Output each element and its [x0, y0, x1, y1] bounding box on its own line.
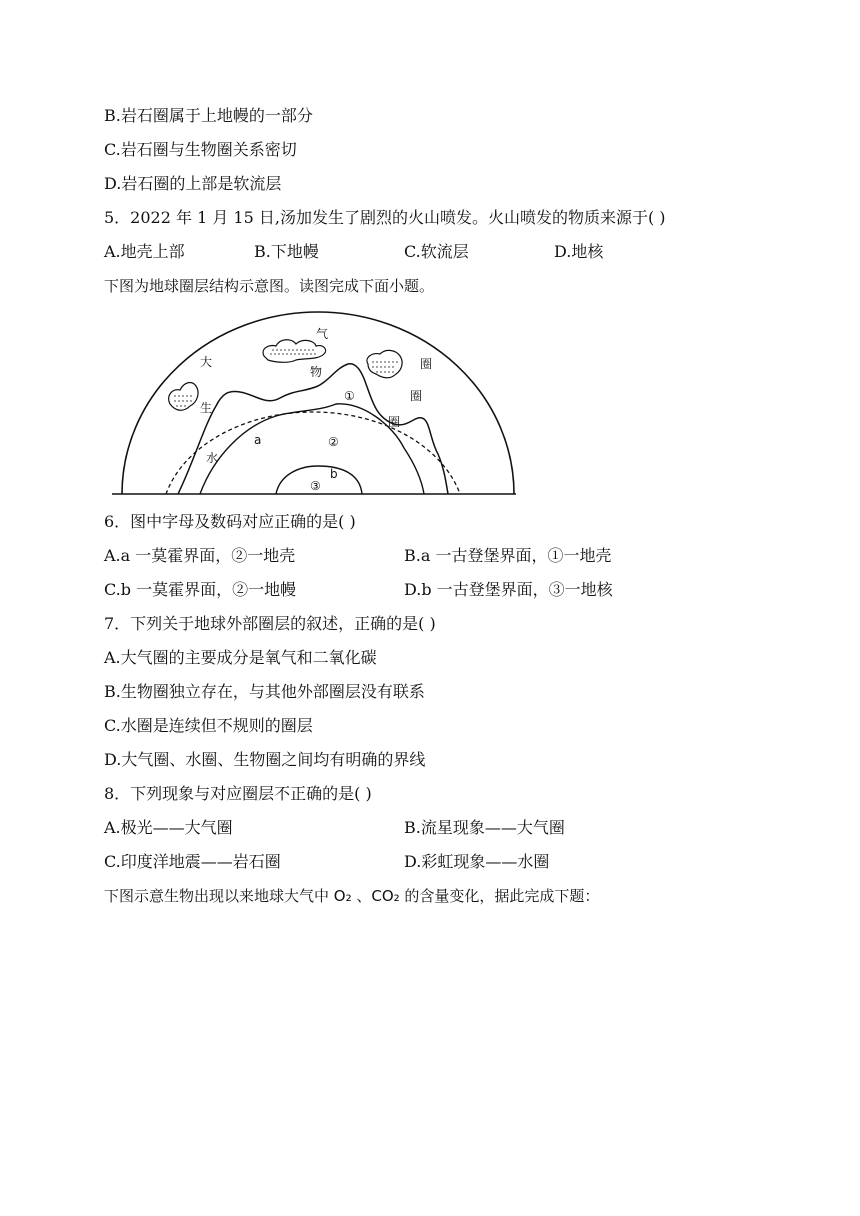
q8-option-b: B.流星现象——大气圈	[404, 818, 565, 837]
crust-surface	[178, 364, 448, 494]
label-quan-1: 圈	[420, 357, 433, 371]
q5-option-a: A.地壳上部	[104, 242, 185, 261]
q5-option-c: C.软流层	[404, 242, 469, 261]
q4-option-d: D.岩石圈的上部是软流层	[104, 174, 282, 193]
label-number-1: ①	[344, 389, 355, 403]
q7-option-d: D.大气圈、水圈、生物圈之间均有明确的界线	[104, 750, 426, 769]
label-wu: 物	[310, 365, 323, 379]
q4-option-c: C.岩石圈与生物圈关系密切	[104, 140, 297, 159]
label-qi: 气	[316, 327, 329, 341]
q8-option-c: C.印度洋地震——岩石圈	[104, 852, 281, 871]
label-quan-3: 圈	[388, 415, 401, 429]
q7-stem: 7．下列关于地球外部圈层的叙述，正确的是( )	[104, 614, 436, 633]
q5-option-b: B.下地幔	[254, 242, 319, 261]
earth-spheres-diagram	[104, 306, 524, 502]
q6-option-b: B.a 一古登堡界面，①一地壳	[404, 546, 612, 565]
label-quan-2: 圈	[410, 389, 423, 403]
cloud-top	[263, 340, 325, 363]
q8-option-a: A.极光——大气圈	[104, 818, 233, 837]
q6-option-a: A.a 一莫霍界面，②一地壳	[104, 546, 296, 565]
q8-option-d: D.彩虹现象——水圈	[404, 852, 550, 871]
q4-option-b: B.岩石圈属于上地幔的一部分	[104, 106, 313, 125]
label-number-3: ③	[310, 479, 321, 493]
label-da: 大	[200, 355, 213, 369]
label-b: b	[330, 467, 338, 481]
q7-option-b: B.生物圈独立存在，与其他外部圈层没有联系	[104, 682, 425, 701]
label-sheng: 生	[200, 401, 213, 415]
cloud-right	[367, 350, 402, 377]
label-a: a	[254, 433, 262, 447]
q7-option-c: C.水圈是连续但不规则的圈层	[104, 716, 313, 735]
next-figure-intro: 下图示意生物出现以来地球大气中 O₂ 、CO₂ 的含量变化，据此完成下题：	[104, 887, 600, 905]
label-number-2: ②	[328, 435, 339, 449]
q7-option-a: A.大气圈的主要成分是氧气和二氧化碳	[104, 648, 377, 667]
q6-stem: 6．图中字母及数码对应正确的是( )	[104, 512, 356, 531]
q5-option-d: D.地核	[554, 242, 604, 261]
q8-stem: 8．下列现象与对应圈层不正确的是( )	[104, 784, 372, 803]
q5-stem: 5．2022 年 1 月 15 日,汤加发生了剧烈的火山喷发。火山喷发的物质来源于( )	[104, 208, 666, 227]
label-shui: 水	[206, 451, 219, 465]
q6-option-d: D.b 一古登堡界面，③一地核	[404, 580, 613, 599]
q6-option-c: C.b 一莫霍界面，②一地幔	[104, 580, 297, 599]
figure-intro: 下图为地球圈层结构示意图。读图完成下面小题。	[104, 277, 435, 295]
